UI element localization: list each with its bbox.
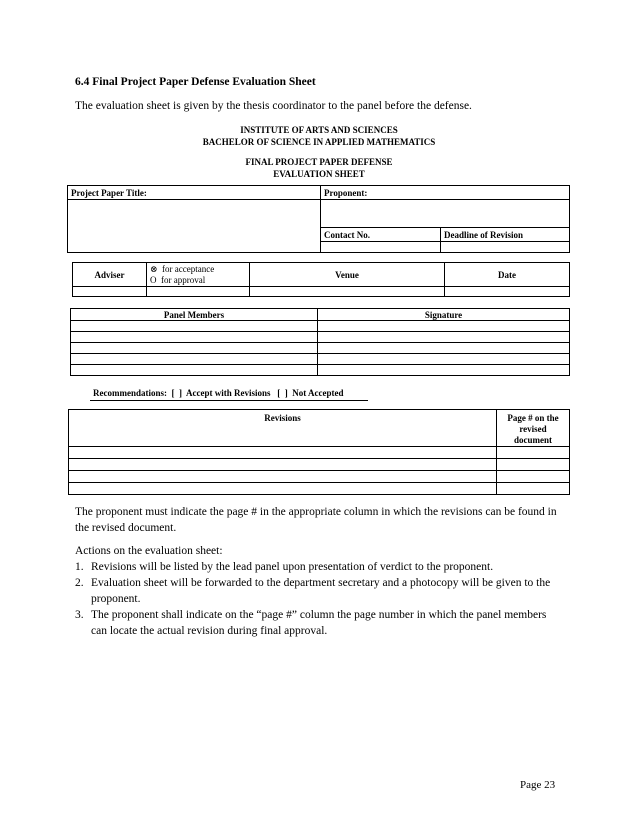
- date-field[interactable]: [445, 287, 570, 297]
- page-number-field[interactable]: [497, 447, 570, 459]
- action-number: 2.: [75, 577, 84, 589]
- revision-field[interactable]: [69, 483, 497, 495]
- project-info-table: [67, 185, 570, 253]
- adviser-options: [147, 263, 250, 287]
- action-text: Evaluation sheet will be forwarded to the department secretary and a photocopy will be given to the proponent.: [91, 577, 551, 605]
- panel-members-label: Panel Members: [71, 309, 318, 321]
- recommendations-underline: [90, 400, 368, 401]
- proponent-label: Proponent:: [321, 186, 570, 200]
- revision-field[interactable]: [69, 447, 497, 459]
- recommendations-line[interactable]: Recommendations: [ ] Accept with Revisions [ ] Not Accepted: [93, 388, 344, 398]
- signature-field[interactable]: [318, 365, 570, 376]
- action-item: [75, 575, 565, 607]
- page-number-field[interactable]: [497, 483, 570, 495]
- contact-label: Contact No.: [321, 228, 441, 242]
- signature-label: Signature: [318, 309, 570, 321]
- action-text: The proponent shall indicate on the “page #” column the page number in which the panel members can locate the actual revision during final approval.: [91, 609, 547, 637]
- venue-label: Venue: [250, 263, 445, 287]
- intro-text: The evaluation sheet is given by the thesis coordinator to the panel before the defense.: [75, 100, 472, 112]
- acceptance-option[interactable]: [150, 264, 246, 275]
- signature-field[interactable]: [318, 354, 570, 365]
- signature-field[interactable]: [318, 321, 570, 332]
- form-title: FINAL PROJECT PAPER DEFENSE: [245, 157, 393, 167]
- revisions-table: [68, 409, 570, 495]
- form-header: [0, 124, 638, 180]
- deadline-field[interactable]: [441, 242, 570, 253]
- adviser-field[interactable]: [73, 287, 147, 297]
- project-title-field[interactable]: [68, 200, 321, 253]
- page-number: Page 23: [520, 779, 556, 791]
- adviser-label: Adviser: [73, 263, 147, 287]
- action-number: 3.: [75, 609, 84, 621]
- page-number-field[interactable]: [497, 471, 570, 483]
- revision-note: The proponent must indicate the page # in the appropriate column in which the revisions can be found in the revised document.: [75, 506, 557, 534]
- signature-field[interactable]: [318, 332, 570, 343]
- revision-field[interactable]: [69, 471, 497, 483]
- circle-icon: O: [150, 274, 157, 285]
- panel-member-field[interactable]: [71, 365, 318, 376]
- signature-field[interactable]: [318, 343, 570, 354]
- actions-section: [75, 543, 565, 639]
- adviser-option-field[interactable]: [147, 287, 250, 297]
- date-label: Date: [445, 263, 570, 287]
- section-title: 6.4 Final Project Paper Defense Evaluation Sheet: [75, 76, 316, 88]
- action-number: 1.: [75, 561, 84, 573]
- adviser-table: [72, 262, 570, 297]
- action-item: [75, 559, 565, 575]
- deadline-label: Deadline of Revision: [441, 228, 570, 242]
- revision-field[interactable]: [69, 459, 497, 471]
- program-name: BACHELOR OF SCIENCE IN APPLIED MATHEMATICS: [202, 137, 436, 147]
- panel-members-table: [70, 308, 570, 376]
- panel-member-field[interactable]: [71, 343, 318, 354]
- page-label-line-1: Page # on the: [507, 413, 559, 423]
- institute-name: INSTITUTE OF ARTS AND SCIENCES: [240, 125, 398, 135]
- page-number-field[interactable]: [497, 459, 570, 471]
- page-label-line-3: document: [514, 435, 552, 445]
- panel-member-field[interactable]: [71, 332, 318, 343]
- action-text: Revisions will be listed by the lead panel upon presentation of verdict to the proponent.: [91, 561, 494, 573]
- actions-heading: Actions on the evaluation sheet:: [75, 545, 223, 557]
- project-title-label: Project Paper Title:: [68, 186, 321, 200]
- approval-label: for approval: [161, 274, 206, 285]
- panel-member-field[interactable]: [71, 354, 318, 365]
- form-subtitle: EVALUATION SHEET: [273, 169, 365, 179]
- panel-member-field[interactable]: [71, 321, 318, 332]
- acceptance-label: for acceptance: [162, 263, 215, 274]
- proponent-field[interactable]: [321, 200, 570, 228]
- contact-field[interactable]: [321, 242, 441, 253]
- approval-option[interactable]: [150, 275, 246, 286]
- action-item: [75, 607, 565, 639]
- crossed-circle-icon: ⊗: [150, 263, 158, 274]
- page-label-line-2: revised: [519, 424, 547, 434]
- page-number-label: [497, 410, 570, 447]
- venue-field[interactable]: [250, 287, 445, 297]
- revisions-label: Revisions: [69, 410, 497, 447]
